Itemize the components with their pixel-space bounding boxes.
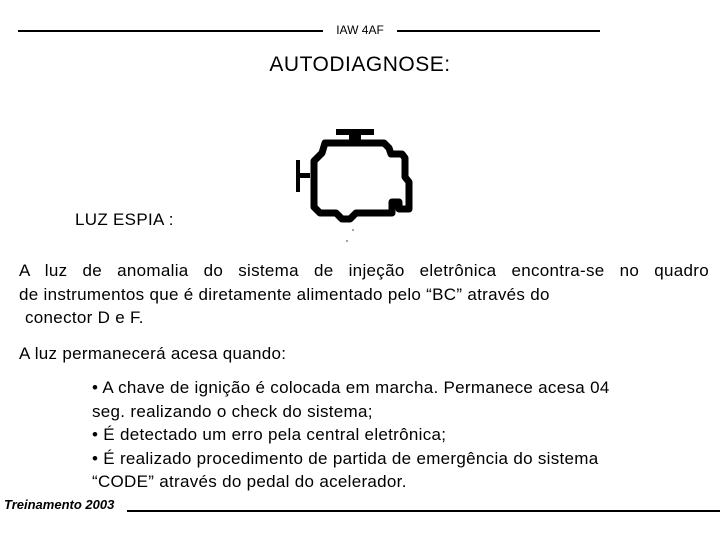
bullet-item bbox=[92, 447, 692, 494]
bullet-line bbox=[92, 423, 692, 447]
bullet-icon: • bbox=[92, 448, 99, 468]
bullet-line: “CODE” através do pedal do acelerador. bbox=[92, 472, 407, 491]
bullet-text: É detectado um erro pela central eletrônica; bbox=[103, 425, 447, 444]
page-title: AUTODIAGNOSE: bbox=[269, 53, 451, 76]
paragraph-condition: A luz permanecerá acesa quando: bbox=[19, 344, 287, 363]
paragraph-line: A luz de anomalia do sistema de injeção eletrônica encontra-se no quadro bbox=[19, 261, 709, 280]
bullet-icon: • bbox=[92, 378, 99, 397]
paragraph-line: conector D e F. bbox=[25, 308, 144, 327]
speck bbox=[346, 240, 348, 242]
paragraph-line: de instrumentos que é diretamente alimentado pelo “BC” através do bbox=[19, 284, 550, 304]
header-label: IAW 4AF bbox=[336, 23, 384, 37]
speck bbox=[352, 229, 354, 231]
bullet-line bbox=[92, 376, 692, 400]
paragraph-description bbox=[19, 259, 709, 330]
bullet-text: É realizado procedimento de partida de emergência do sistema bbox=[103, 448, 599, 468]
bullet-text: A chave de ignição é colocada em marcha. Permanece acesa 04 bbox=[102, 378, 610, 397]
bullet-icon: • bbox=[92, 425, 99, 444]
header-rule-left bbox=[18, 30, 323, 32]
header-rule-right bbox=[397, 30, 600, 32]
check-engine-icon bbox=[292, 125, 414, 225]
bullet-item bbox=[92, 423, 692, 447]
footer-rule bbox=[127, 510, 720, 512]
section-subtitle: LUZ ESPIA : bbox=[75, 210, 174, 229]
bullet-list bbox=[92, 376, 692, 494]
bullet-item bbox=[92, 376, 692, 423]
footer-label: Treinamento 2003 bbox=[4, 497, 115, 512]
bullet-line: seg. realizando o check do sistema; bbox=[92, 401, 373, 421]
bullet-line bbox=[92, 447, 692, 471]
